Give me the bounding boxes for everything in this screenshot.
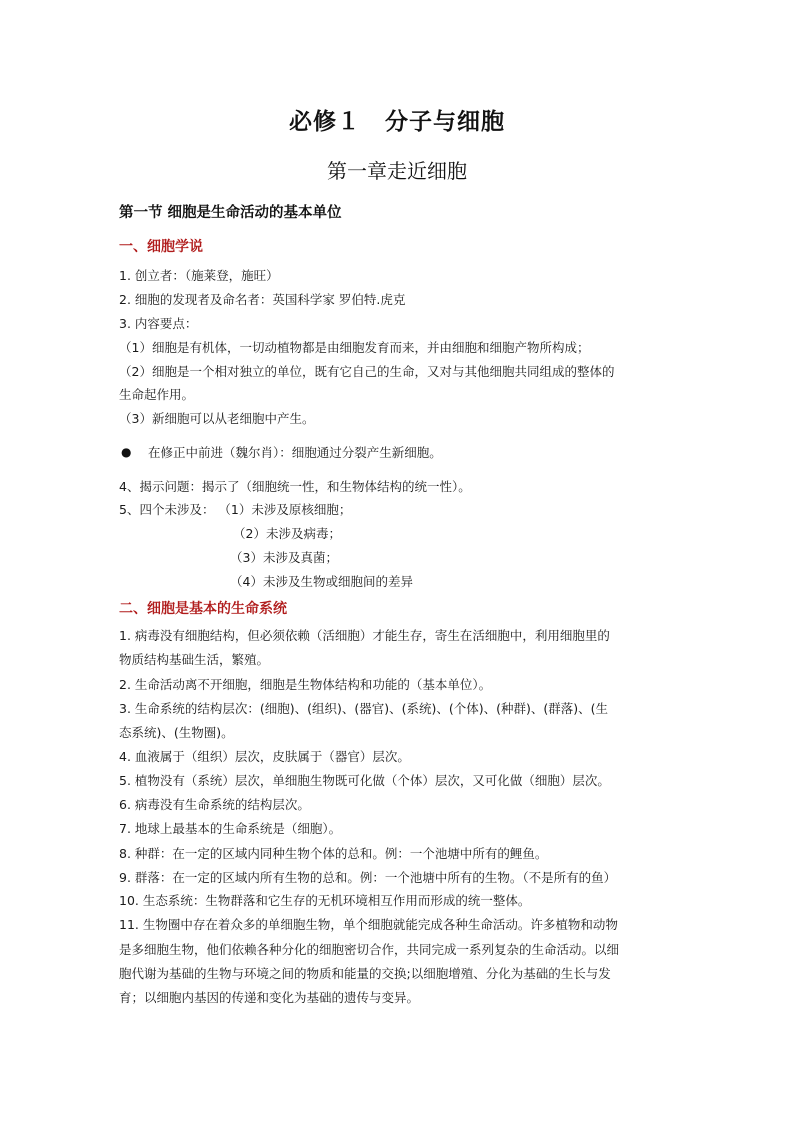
page-title: 必修１ 分子与细胞 xyxy=(289,109,505,135)
text-line: 3. 内容要点： xyxy=(119,316,198,331)
text-line: （2）未涉及病毒； xyxy=(233,526,341,541)
text-line: 4. 血液属于（组织）层次，皮肤属于（器官）层次。 xyxy=(119,749,410,764)
text-line: 是多细胞生物，他们依赖各种分化的细胞密切合作，共同完成一系列复杂的生命活动。以细 xyxy=(119,942,620,957)
text-line: 物质结构基础生活，繁殖。 xyxy=(119,652,270,667)
bullet-text: 在修正中前进（魏尔肖）：细胞通过分裂产生新细胞。 xyxy=(148,445,442,460)
text-line: 4、揭示问题：揭示了（细胞统一性，和生物体结构的统一性）。 xyxy=(119,479,471,494)
text-line: 5. 植物没有（系统）层次，单细胞生物既可化做（个体）层次，又可化做（细胞）层次。 xyxy=(119,773,610,788)
text-line: （1）细胞是有机体，一切动植物都是由细胞发育而来，并由细胞和细胞产物所构成； xyxy=(119,340,590,355)
text-line: 生命起作用。 xyxy=(119,387,195,402)
text-line: 2. 细胞的发现者及命名者：英国科学家 罗伯特.虎克 xyxy=(119,292,406,307)
text-line: 1. 病毒没有细胞结构，但必须依赖（活细胞）才能生存，寄生在活细胞中，利用细胞里的 xyxy=(119,628,610,643)
text-line: （2）细胞是一个相对独立的单位，既有它自己的生命，又对与其他细胞共同组成的整体的 xyxy=(119,364,615,379)
text-line: 9. 群落：在一定的区域内所有生物的总和。例：一个池塘中所有的生物。（不是所有的鱼） xyxy=(119,870,617,885)
text-line: （3）新细胞可以从老细胞中产生。 xyxy=(119,411,315,426)
text-line: 7. 地球上最基本的生命系统是（细胞）。 xyxy=(119,821,342,836)
text-line: 态系统)、(生物圈)。 xyxy=(119,725,234,740)
text-line: （3）未涉及真菌； xyxy=(230,550,338,565)
heading-life-system: 二、细胞是基本的生命系统 xyxy=(119,601,287,617)
text-line: 11. 生物圈中存在着众多的单细胞生物，单个细胞就能完成各种生命活动。许多植物和动物 xyxy=(119,917,618,932)
text-line: （4）未涉及生物或细胞间的差异 xyxy=(230,574,413,589)
text-line: 育；以细胞内基因的传递和变化为基础的遗传与变异。 xyxy=(119,990,420,1005)
heading-cell-theory: 一、细胞学说 xyxy=(119,239,203,255)
text-line: 6. 病毒没有生命系统的结构层次。 xyxy=(119,797,310,812)
text-line: 1. 创立者：（施莱登，施旺） xyxy=(119,268,279,283)
text-line: 3. 生命系统的结构层次：(细胞)、(组织)、(器官)、(系统)、(个体)、(种群)、(群落)、(生 xyxy=(119,701,609,716)
text-line: 2. 生命活动离不开细胞，细胞是生物体结构和功能的（基本单位）。 xyxy=(119,677,492,692)
chapter-title: 第一章走近细胞 xyxy=(327,159,467,183)
text-line: 8. 种群：在一定的区域内同种生物个体的总和。例：一个池塘中所有的鲤鱼。 xyxy=(119,846,548,861)
text-line: 5、四个未涉及： （1）未涉及原核细胞； xyxy=(119,502,352,517)
text-line: 胞代谢为基础的生物与环境之间的物质和能量的交换;以细胞增殖、分化为基础的生长与发 xyxy=(119,966,611,981)
text-line: 10. 生态系统：生物群落和它生存的无机环境相互作用而形成的统一整体。 xyxy=(119,893,531,908)
bullet-icon: ● xyxy=(121,445,132,459)
section-title: 第一节 细胞是生命活动的基本单位 xyxy=(119,205,342,221)
